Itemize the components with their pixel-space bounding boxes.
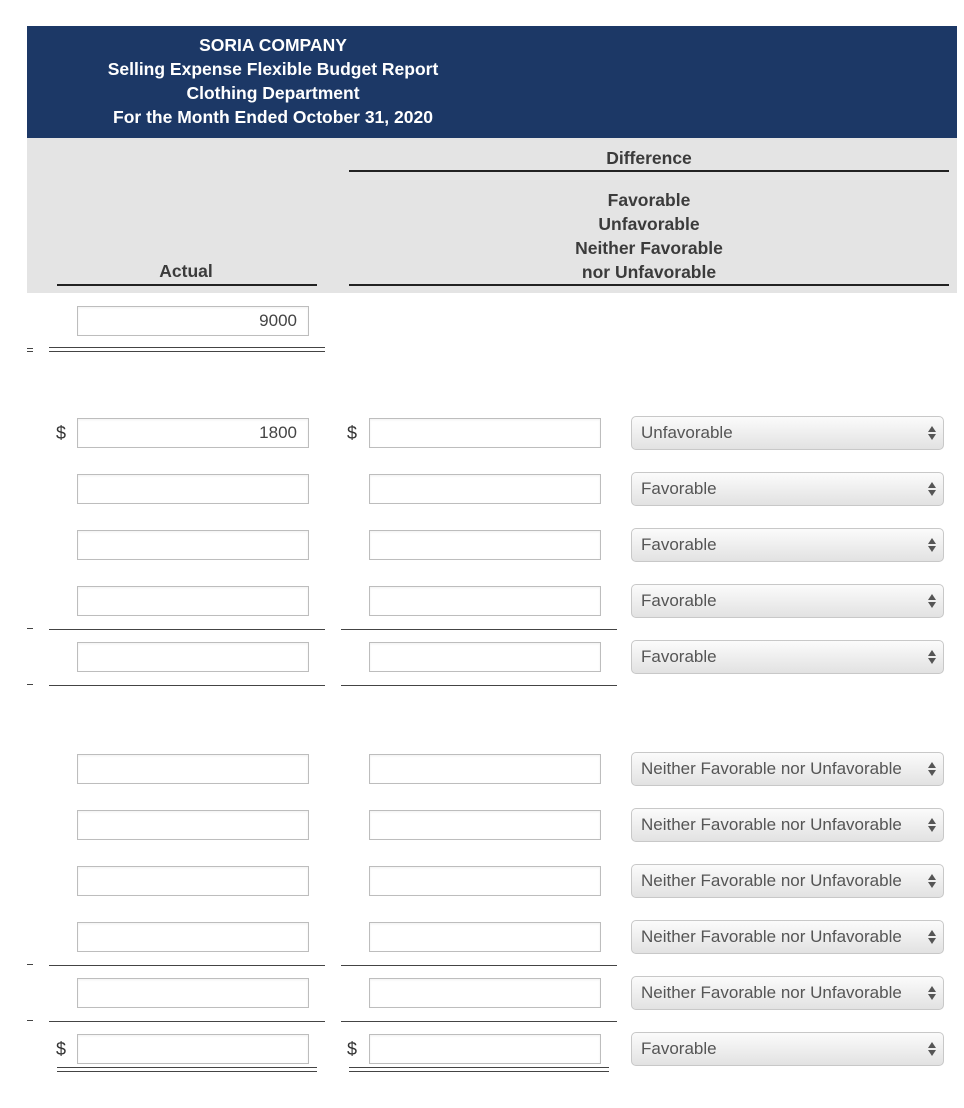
total-double-rule bbox=[349, 1067, 609, 1068]
select-arrows-icon bbox=[927, 537, 937, 553]
subtotal-rule bbox=[49, 629, 325, 630]
status-select-value: Favorable bbox=[641, 647, 717, 666]
actual-amount-input[interactable] bbox=[77, 530, 309, 560]
subtotal-rule bbox=[49, 965, 325, 966]
select-arrows-icon bbox=[927, 873, 937, 889]
difference-status-select[interactable] bbox=[631, 640, 944, 674]
status-select-value: Favorable bbox=[641, 479, 717, 498]
difference-header-bottom-rule bbox=[349, 284, 949, 286]
difference-status-select[interactable] bbox=[631, 920, 944, 954]
difference-status-select[interactable] bbox=[631, 584, 944, 618]
difference-status-select[interactable] bbox=[631, 976, 944, 1010]
subtotal-rule bbox=[341, 685, 617, 686]
actual-header-rule bbox=[57, 284, 317, 286]
status-select-value: Favorable bbox=[641, 535, 717, 554]
difference-column-header: Difference bbox=[606, 148, 692, 168]
difference-status-select[interactable] bbox=[631, 864, 944, 898]
actual-amount-input[interactable] bbox=[77, 866, 309, 896]
company-name: SORIA COMPANY bbox=[199, 35, 347, 55]
select-arrows-icon bbox=[927, 985, 937, 1001]
report-header bbox=[27, 26, 957, 138]
subtotal-rule bbox=[341, 629, 617, 630]
status-select-value: Neither Favorable nor Unfavorable bbox=[641, 759, 902, 778]
difference-header-rule bbox=[349, 170, 949, 172]
subtotal-rule bbox=[49, 685, 325, 686]
units-double-rule-top bbox=[49, 347, 325, 348]
select-arrows-icon bbox=[927, 817, 937, 833]
report-title: Selling Expense Flexible Budget Report bbox=[107, 59, 439, 79]
status-select-value: Neither Favorable nor Unfavorable bbox=[641, 815, 902, 834]
total-double-rule bbox=[57, 1067, 317, 1068]
actual-amount-input[interactable] bbox=[77, 922, 309, 952]
subtotal-rule bbox=[49, 1021, 325, 1022]
report-period: For the Month Ended October 31, 2020 bbox=[113, 107, 433, 127]
units-double-rule-bottom bbox=[49, 351, 325, 352]
row-tick bbox=[27, 684, 33, 685]
column-headers bbox=[27, 138, 957, 293]
status-select-value: Favorable bbox=[641, 591, 717, 610]
select-arrows-icon bbox=[927, 593, 937, 609]
select-arrows-icon bbox=[927, 761, 937, 777]
actual-amount-input[interactable] bbox=[77, 474, 309, 504]
dollar-sign: $ bbox=[56, 1039, 67, 1059]
difference-amount-input[interactable] bbox=[369, 978, 601, 1008]
difference-amount-input[interactable] bbox=[369, 810, 601, 840]
actual-amount-input[interactable] bbox=[77, 642, 309, 672]
total-double-rule bbox=[57, 1071, 317, 1072]
actual-amount-input[interactable] bbox=[77, 810, 309, 840]
status-select-value: Neither Favorable nor Unfavorable bbox=[641, 871, 902, 890]
difference-option-unfavorable: Unfavorable bbox=[598, 214, 700, 234]
difference-amount-input[interactable] bbox=[369, 754, 601, 784]
status-select-value: Neither Favorable nor Unfavorable bbox=[641, 983, 902, 1002]
difference-status-select[interactable] bbox=[631, 528, 944, 562]
dollar-sign: $ bbox=[56, 423, 67, 443]
actual-amount-input[interactable] bbox=[77, 978, 309, 1008]
department-name: Clothing Department bbox=[186, 83, 360, 103]
units-actual-input[interactable]: 9000 bbox=[77, 306, 309, 336]
row-tick bbox=[27, 628, 33, 629]
difference-amount-input[interactable] bbox=[369, 866, 601, 896]
difference-amount-input[interactable] bbox=[369, 530, 601, 560]
status-select-value: Neither Favorable nor Unfavorable bbox=[641, 927, 902, 946]
difference-amount-input[interactable] bbox=[369, 1034, 601, 1064]
row-tick bbox=[27, 348, 33, 349]
select-arrows-icon bbox=[927, 481, 937, 497]
select-arrows-icon bbox=[927, 929, 937, 945]
difference-status-select[interactable] bbox=[631, 808, 944, 842]
difference-status-select[interactable] bbox=[631, 1032, 944, 1066]
difference-amount-input[interactable] bbox=[369, 586, 601, 616]
select-arrows-icon bbox=[927, 649, 937, 665]
difference-option-favorable: Favorable bbox=[607, 190, 691, 210]
select-arrows-icon bbox=[927, 425, 937, 441]
difference-option-nor-unfavorable: nor Unfavorable bbox=[581, 262, 717, 282]
row-tick bbox=[27, 964, 33, 965]
actual-column-header: Actual bbox=[159, 261, 213, 281]
row-tick bbox=[27, 1020, 33, 1021]
difference-option-neither: Neither Favorable bbox=[575, 238, 723, 258]
difference-amount-input[interactable] bbox=[369, 418, 601, 448]
difference-amount-input[interactable] bbox=[369, 922, 601, 952]
select-arrows-icon bbox=[927, 1041, 937, 1057]
status-select-value: Unfavorable bbox=[641, 423, 733, 442]
difference-amount-input[interactable] bbox=[369, 642, 601, 672]
status-select-value: Favorable bbox=[641, 1039, 717, 1058]
dollar-sign: $ bbox=[347, 1039, 358, 1059]
actual-amount-input[interactable]: 1800 bbox=[77, 418, 309, 448]
total-double-rule bbox=[349, 1071, 609, 1072]
row-tick bbox=[27, 351, 33, 352]
difference-status-select[interactable] bbox=[631, 472, 944, 506]
subtotal-rule bbox=[341, 965, 617, 966]
difference-status-select[interactable] bbox=[631, 416, 944, 450]
difference-amount-input[interactable] bbox=[369, 474, 601, 504]
dollar-sign: $ bbox=[347, 423, 358, 443]
actual-amount-input[interactable] bbox=[77, 754, 309, 784]
actual-amount-input[interactable] bbox=[77, 1034, 309, 1064]
actual-amount-input[interactable] bbox=[77, 586, 309, 616]
difference-status-select[interactable] bbox=[631, 752, 944, 786]
subtotal-rule bbox=[341, 1021, 617, 1022]
